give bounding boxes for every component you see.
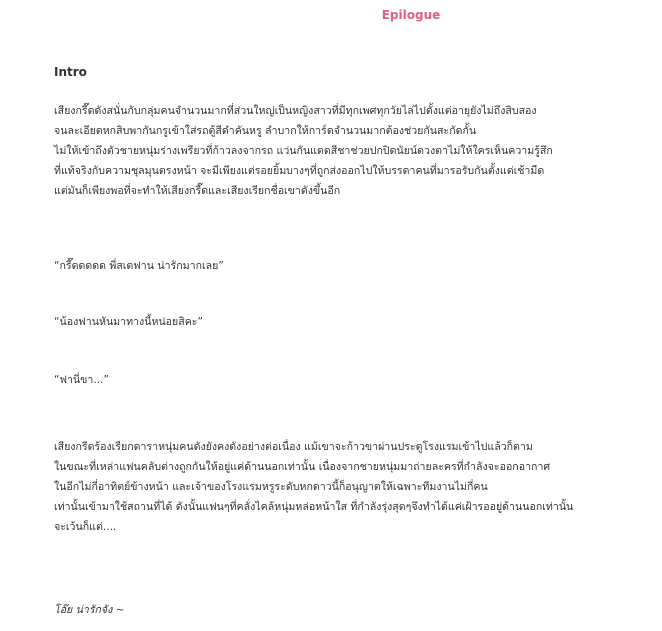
paragraph-line: ในอีกไม่กี่อาทิตย์ข้างหน้า และเจ้าของโรงแรมหรูระดับหกดาวนี้ก็อนุญาตให้เฉพาะทีมงานไม่กี่คน [54, 481, 488, 493]
dialogue-line-3: “ฟานี่ขา...” [54, 374, 109, 386]
story-paragraph-1 [54, 101, 654, 201]
section-heading: Intro [54, 65, 87, 79]
paragraph-line: ที่แท้จริงกับความชุลมุนตรงหน้า จะมีเพียงแต่รอยยิ้มบางๆที่ถูกส่งออกไปให้บรรดาคนที่มารอรับกันตั้งแต่เช้ามืด [54, 165, 545, 177]
paragraph-line: จนละเอียดหกสิบพากันกรูเข้าใส่รถตู้สีดำคันหรู ลำบากให้การ์ดจำนวนมากต้องช่วยกันสะกัดกั้น [54, 125, 477, 137]
paragraph-line: เสียงกรีดร้องเรียกดาราหนุ่มคนดังยังคงดังอย่างต่อเนื่อง แม้เขาจะก้าวขาผ่านประตูโรงแรมเข้าไปแล้วก็ตาม [54, 441, 533, 453]
chapter-title: Epilogue [381, 8, 441, 22]
closing-line: โอ๊ย น่ารักจัง ~ [54, 604, 125, 616]
paragraph-line: จะเว้นก็แต่.... [54, 521, 117, 533]
story-paragraph-2 [54, 437, 654, 537]
dialogue-line-1: “กรี๊ดดดดด พี่สเตฟาน น่ารักมากเลย” [54, 260, 224, 272]
paragraph-line: ในขณะที่เหล่าแฟนคลับต่างถูกกันให้อยู่แค่ด้านนอกเท่านั้น เนื่องจากชายหนุ่มมาถ่ายละครที่กำลังจะออกอากาศ [54, 461, 551, 473]
paragraph-line: ไม่ให้เข้าถึงตัวชายหนุ่มร่างเพรียวที่ก้าวลงจากรถ แว่นกันแดดสีชาช่วยปกปิดนัยน์ดวงตาไม่ให้ใครเห็นความรู้สึก [54, 145, 553, 157]
paragraph-line: แต่มันก็เพียงพอที่จะทำให้เสียงกรี๊ดและเสียงเรียกชื่อเขาดังขึ้นอีก [54, 185, 341, 197]
dialogue-line-2: “น้องฟานหันมาทางนี้หน่อยสิคะ” [54, 316, 203, 328]
paragraph-line: เท่านั้นเข้ามาใช้สถานที่ได้ ดังนั้นแฟนๆที่คลั่งไคล้หนุ่มหล่อหน้าใส ที่กำลังรุ่งสุดๆจึงทำได้แค่เฝ้ารออยู่ด้านนอกเท่านั้น [54, 501, 574, 513]
paragraph-line: เสียงกรี๊ดดังสนั่นกับกลุ่มคนจำนวนมากที่ส่วนใหญ่เป็นหญิงสาวที่มีทุกเพศทุกวัยไล่ไปตั้งแต่อายุยังไม่ถึงสิบสอง [54, 105, 537, 117]
